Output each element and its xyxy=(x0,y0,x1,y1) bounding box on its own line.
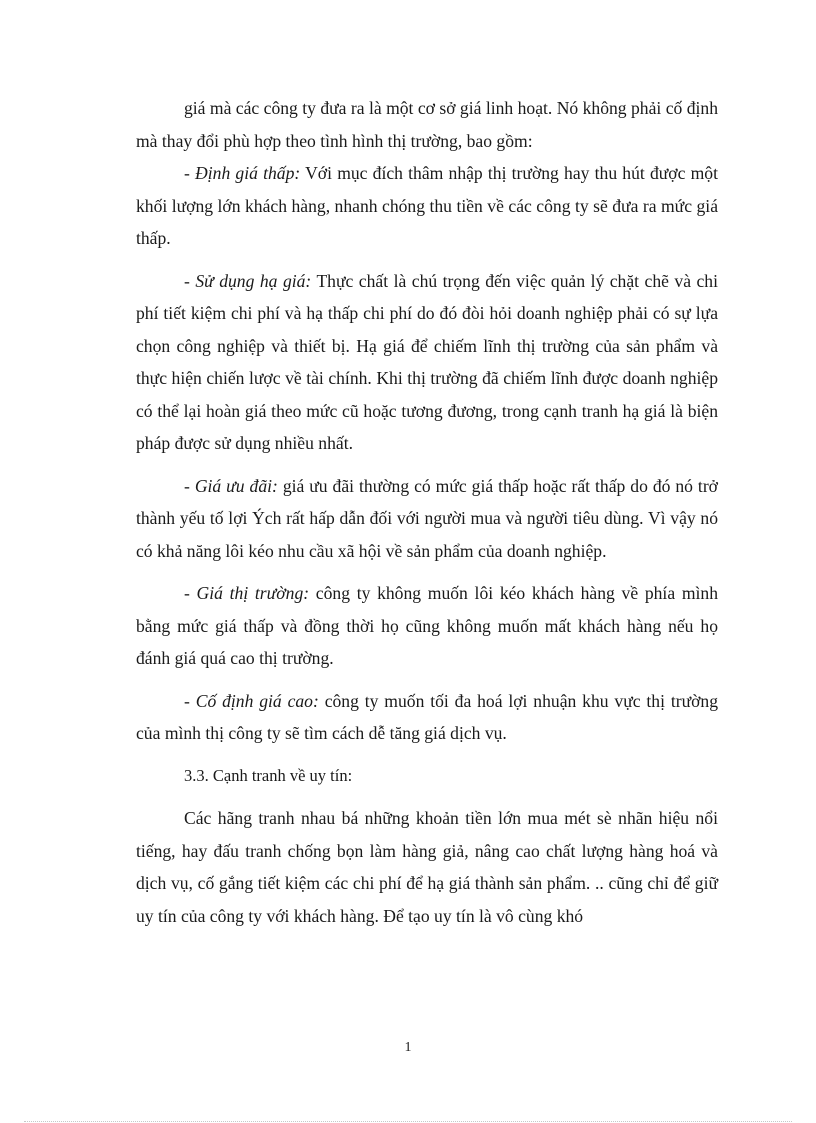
paragraph-intro xyxy=(136,92,718,157)
paragraph-su-dung-ha-gia xyxy=(136,265,718,460)
paragraph-lead: - Cố định giá cao: xyxy=(184,690,319,711)
paragraph-text: giá mà các công ty đưa ra là một cơ sở giá linh hoạt. Nó không phải cố định mà thay đổi phù hợp theo tình hình thị trường, bao gồm: xyxy=(136,98,718,151)
page-number: 1 xyxy=(404,1040,412,1055)
paragraph-text: giá ưu đãi thường có mức giá thấp hoặc rất thấp do đó nó trở thành yếu tố lợi Ých rất hấp dẫn đối với người mua và người tiêu dùng. Vì vậy nó có khả năng lôi kéo nhu cầu xã hội về sản phẩm của doanh nghiệp. xyxy=(136,475,718,561)
paragraph-text: công ty không muốn lôi kéo khách hàng về phía mình bằng mức giá thấp và đồng thời họ cũng không muốn mất khách hàng nếu họ đánh giá quá cao thị trường. xyxy=(136,583,718,668)
paragraph-lead: - Giá thị trường: xyxy=(184,583,310,603)
paragraph-dinh-gia-thap xyxy=(136,157,718,255)
paragraph-lead: - Định giá thấp: xyxy=(184,163,301,183)
paragraph-text: Với mục đích thâm nhập thị trường hay thu hút được một khối lượng lớn khách hàng, nhanh chóng thu tiền về các công ty sẽ đưa ra mức giá thấp. xyxy=(136,163,718,248)
paragraph-lead: - Sử dụng hạ giá: xyxy=(184,270,312,291)
paragraph-uy-tin: Các hãng tranh nhau bá những khoản tiền lớn mua mét sè nhãn hiệu nổi tiếng, hay đấu tranh chống bọn làm hàng giả, nâng cao chất lượng hàng hoá và dịch vụ, cố gắng tiết kiệm các chi phí để hạ giá thành sản phẩm. .. cũng chỉ để giữ uy tín của công ty với khách hàng. Để tạo uy tín là vô cùng khó xyxy=(136,808,718,926)
page-body xyxy=(136,92,718,942)
paragraph-lead: - Giá ưu đãi: xyxy=(184,475,278,496)
section-heading: 3.3. Cạnh tranh về uy tín: xyxy=(184,765,353,785)
page-edge-divider xyxy=(24,1121,792,1122)
paragraph-text: công ty muốn tối đa hoá lợi nhuận khu vực thị trường của mình thị công ty sẽ tìm cách dễ tăng giá dịch vụ. xyxy=(136,690,719,743)
paragraph-gia-uu-dai xyxy=(136,470,718,568)
paragraph-text: Thực chất là chú trọng đến việc quản lý chặt chẽ và chi phí tiết kiệm chi phí và hạ thấp chi phí do đó đòi hỏi doanh nghiệp phải có sự lựa chọn công nghiệp và thiết bị. Hạ giá để chiếm lĩnh thị trường của sản phẩm và thực hiện chiến lược về tài chính. Khi thị trường đã chiếm lĩnh được doanh nghiệp có thể lại hoàn giá theo mức cũ hoặc tương đương, trong cạnh tranh hạ giá là biện pháp được sử dụng nhiều nhất. xyxy=(136,270,718,453)
paragraph-gia-thi-truong xyxy=(136,577,718,675)
paragraph-co-dinh-gia-cao xyxy=(136,685,718,750)
